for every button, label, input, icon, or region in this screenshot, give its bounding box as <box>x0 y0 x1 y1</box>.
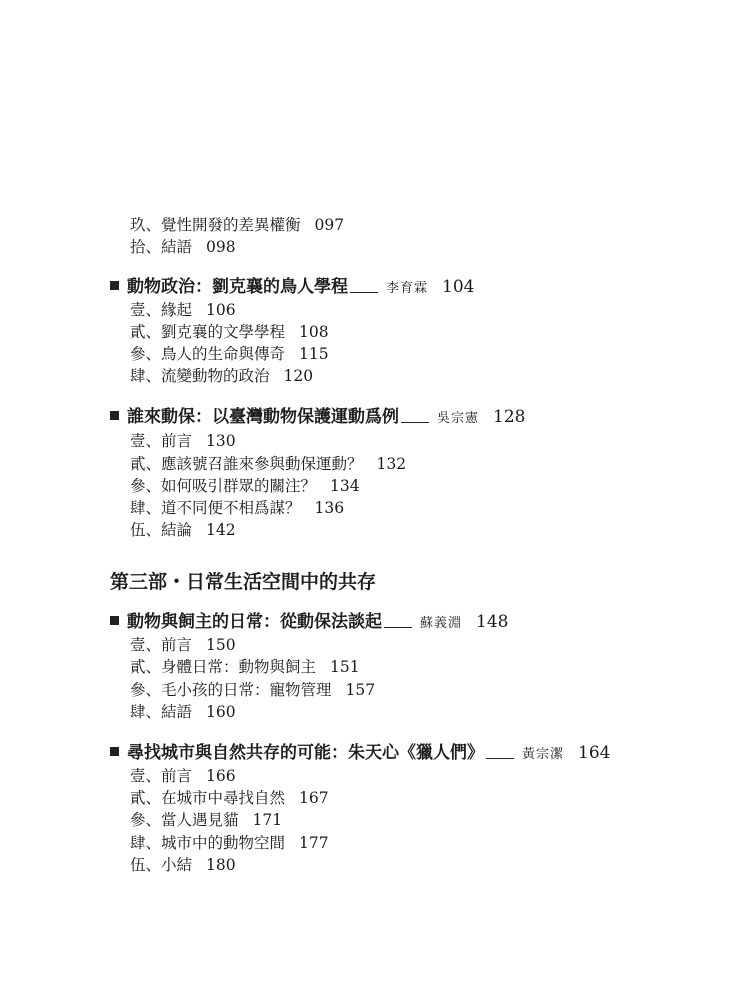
chapter-heading <box>110 279 474 296</box>
entry-page: 167 <box>299 789 329 807</box>
toc-entry <box>130 479 360 495</box>
toc-entry <box>130 660 360 676</box>
leader-rule <box>486 758 514 759</box>
entry-label: 參、鳥人的生命與傳奇 <box>130 345 286 363</box>
toc-entry <box>130 240 236 256</box>
leader-rule <box>384 627 412 628</box>
entry-page: 171 <box>252 811 283 829</box>
chapter-title: 動物與飼主的日常：從動保法談起 <box>127 612 382 632</box>
entry-page: 130 <box>206 432 236 450</box>
entry-page: 151 <box>330 658 360 676</box>
entry-page: 120 <box>283 367 314 385</box>
toc-entry <box>130 523 236 539</box>
entry-label: 貳、應該號召誰來參與動保運動？ <box>130 455 363 473</box>
square-bullet-icon <box>110 747 119 756</box>
entry-label: 參、毛小孩的日常：寵物管理 <box>130 681 332 699</box>
leader-rule <box>350 292 378 293</box>
toc-entry <box>130 501 344 517</box>
entry-page: 160 <box>206 703 236 721</box>
chapter-page: 128 <box>493 407 526 427</box>
entry-label: 參、當人遇見貓 <box>130 811 239 829</box>
chapter-heading <box>110 745 610 762</box>
toc-entry <box>130 434 236 450</box>
entry-label: 肆、結語 <box>130 703 193 721</box>
entry-label: 伍、結論 <box>130 521 193 539</box>
entry-page: 136 <box>314 499 345 517</box>
toc-entry <box>130 457 406 473</box>
part-heading: 第三部・日常生活空間中的共存 <box>110 571 377 593</box>
toc-entry <box>130 303 236 319</box>
entry-page: 157 <box>345 681 376 699</box>
chapter-author: 吳宗憲 <box>437 411 480 426</box>
square-bullet-icon <box>110 411 119 420</box>
toc-entry <box>130 813 282 829</box>
square-bullet-icon <box>110 616 119 625</box>
entry-label: 壹、前言 <box>130 432 193 450</box>
square-bullet-icon <box>110 281 119 290</box>
chapter-title: 動物政治：劉克襄的鳥人學程 <box>127 277 348 297</box>
entry-page: 132 <box>376 455 407 473</box>
entry-label: 玖、覺性開發的差異權衡 <box>130 216 301 234</box>
chapter-heading <box>110 409 525 426</box>
entry-label: 壹、緣起 <box>130 301 193 319</box>
entry-page: 134 <box>330 477 360 495</box>
entry-label: 壹、前言 <box>130 767 193 785</box>
entry-label: 肆、城市中的動物空間 <box>130 834 286 852</box>
entry-label: 拾、結語 <box>130 238 193 256</box>
chapter-title: 尋找城市與自然共存的可能：朱天心《獵人們》 <box>127 743 484 763</box>
entry-page: 108 <box>299 323 329 341</box>
toc-entry <box>130 791 329 807</box>
chapter-author: 蘇義淵 <box>420 616 463 631</box>
entry-page: 177 <box>299 834 329 852</box>
toc-entry <box>130 325 329 341</box>
toc-entry <box>130 836 329 852</box>
entry-page: 142 <box>206 521 236 539</box>
entry-page: 098 <box>206 238 236 256</box>
chapter-author: 黃宗潔 <box>522 747 565 762</box>
chapter-page: 104 <box>442 277 475 297</box>
entry-label: 壹、前言 <box>130 636 193 654</box>
entry-label: 貳、劉克襄的文學學程 <box>130 323 286 341</box>
entry-label: 伍、小結 <box>130 856 193 874</box>
entry-label: 貳、在城市中尋找自然 <box>130 789 286 807</box>
chapter-page: 164 <box>578 743 611 763</box>
toc-entry <box>130 638 236 654</box>
leader-rule <box>401 422 429 423</box>
entry-page: 180 <box>206 856 236 874</box>
toc-entry <box>130 769 236 785</box>
toc-entry <box>130 858 236 874</box>
toc-entry <box>130 218 344 234</box>
entry-label: 參、如何吸引群眾的關注？ <box>130 477 317 495</box>
chapter-author: 李育霖 <box>386 281 429 296</box>
toc-entry <box>130 683 375 699</box>
chapter-title: 誰來動保：以臺灣動物保護運動爲例 <box>127 407 399 427</box>
toc-entry <box>130 347 329 363</box>
entry-label: 肆、道不同便不相爲謀？ <box>130 499 301 517</box>
entry-label: 肆、流變動物的政治 <box>130 367 270 385</box>
entry-page: 150 <box>206 636 236 654</box>
entry-page: 115 <box>299 345 329 363</box>
entry-label: 貳、身體日常：動物與飼主 <box>130 658 317 676</box>
entry-page: 106 <box>206 301 236 319</box>
entry-page: 166 <box>206 767 236 785</box>
chapter-page: 148 <box>476 612 509 632</box>
entry-page: 097 <box>314 216 345 234</box>
chapter-heading <box>110 614 508 631</box>
toc-entry <box>130 369 313 385</box>
toc-entry <box>130 705 236 721</box>
